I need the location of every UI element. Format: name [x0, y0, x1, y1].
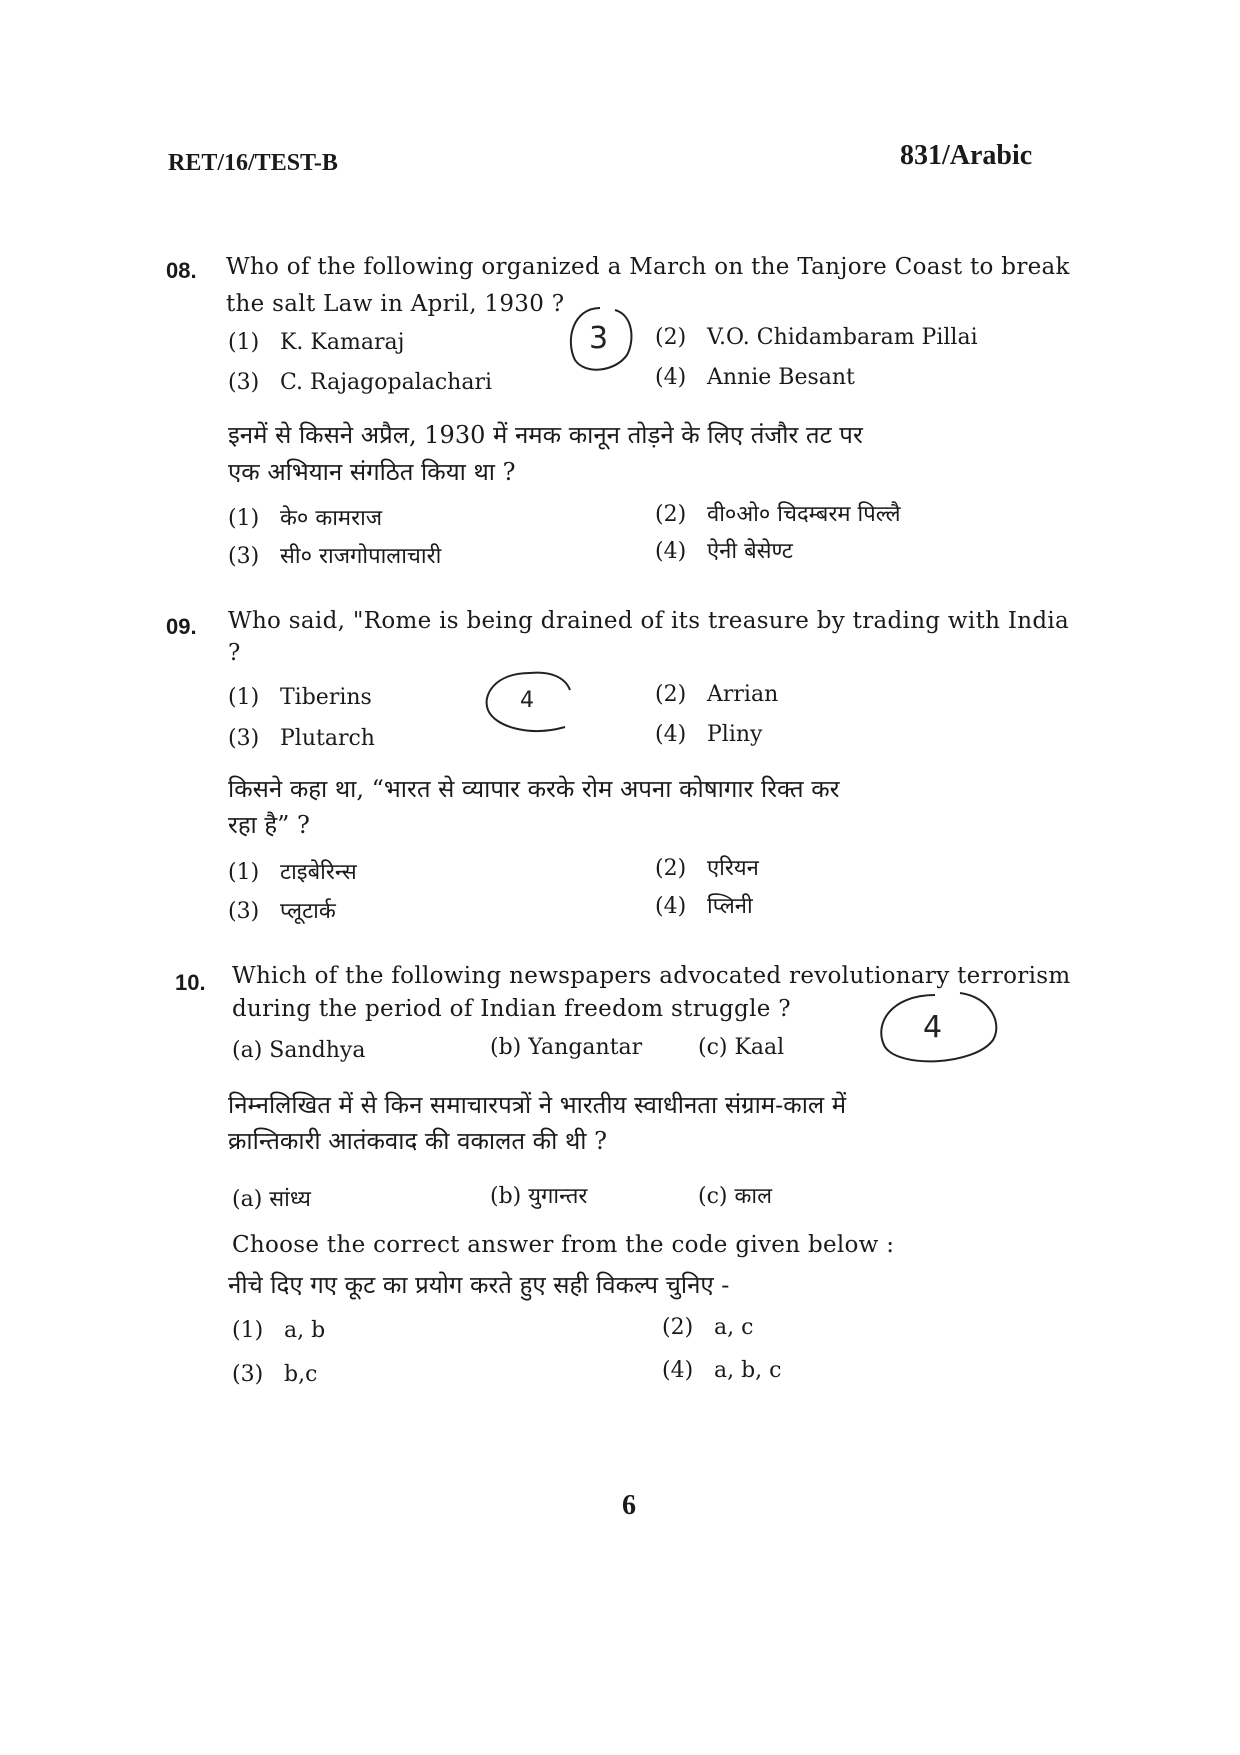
item-en-a: (a) Sandhya: [232, 1038, 366, 1063]
handwritten-answer-mark: [865, 985, 1005, 1075]
question-text-en: Which of the following newspapers advocated revolutionary terrorism: [232, 963, 1071, 989]
option-3: (3) b,c: [232, 1362, 318, 1387]
option-hi-2: (2) वी०ओ० चिदम्बरम पिल्लै: [655, 502, 901, 527]
option-hi-2: (2) एरियन: [655, 856, 759, 881]
svg-text:3: 3: [589, 321, 609, 356]
page-number: 6: [622, 1490, 636, 1521]
question-number: 10.: [175, 970, 206, 995]
header-right: 831/Arabic: [900, 140, 1033, 171]
option-hi-4: (4) ऐनी बेसेण्ट: [655, 539, 793, 564]
question-text-hi-2: रहा है” ?: [228, 811, 310, 839]
question-number: 09.: [166, 614, 197, 639]
option-hi-3: (3) प्लूटार्क: [228, 899, 336, 924]
handwritten-answer-mark: [555, 300, 645, 380]
header-left: RET/16/TEST-B: [168, 150, 338, 176]
option-en-4: (4) Annie Besant: [655, 365, 855, 390]
question-text-hi: किसने कहा था, “भारत से व्यापार करके रोम अपना कोषागार रिक्त कर: [228, 775, 840, 803]
svg-text:4: 4: [520, 688, 534, 713]
option-en-1: (1) Tiberins: [228, 685, 372, 710]
svg-text:4: 4: [923, 1010, 943, 1045]
question-text-hi: इनमें से किसने अप्रैल, 1930 में नमक कानून तोड़ने के लिए तंजौर तट पर: [228, 421, 863, 449]
code-instruction-en: Choose the correct answer from the code given below :: [232, 1232, 895, 1258]
question-text-en-2: ?: [228, 640, 241, 666]
question-text-en: Who of the following organized a March on the Tanjore Coast to break: [226, 254, 1070, 280]
question-text-hi-2: एक अभियान संगठित किया था ?: [228, 458, 516, 486]
item-en-c: (c) Kaal: [698, 1035, 785, 1060]
item-hi-a: (a) सांध्य: [232, 1187, 311, 1212]
item-hi-c: (c) काल: [698, 1184, 772, 1209]
option-en-2: (2) V.O. Chidambaram Pillai: [655, 325, 978, 350]
option-hi-4: (4) प्लिनी: [655, 894, 753, 919]
item-en-b: (b) Yangantar: [490, 1035, 643, 1060]
option-en-2: (2) Arrian: [655, 682, 779, 707]
question-text-en-2: the salt Law in April, 1930 ?: [226, 291, 565, 317]
handwritten-answer-mark: [470, 665, 590, 745]
option-en-3: (3) C. Rajagopalachari: [228, 370, 492, 395]
question-text-en: Who said, "Rome is being drained of its treasure by trading with India: [228, 608, 1070, 634]
option-2: (2) a, c: [662, 1315, 754, 1340]
question-text-hi-2: क्रान्तिकारी आतंकवाद की वकालत की थी ?: [228, 1127, 607, 1155]
code-instruction-hi: नीचे दिए गए कूट का प्रयोग करते हुए सही विकल्प चुनिए -: [228, 1271, 730, 1299]
question-text-en-2: during the period of Indian freedom struggle ?: [232, 996, 791, 1022]
option-4: (4) a, b, c: [662, 1358, 782, 1383]
option-hi-1: (1) के० कामराज: [228, 506, 383, 531]
option-en-3: (3) Plutarch: [228, 726, 375, 751]
option-en-1: (1) K. Kamaraj: [228, 330, 405, 355]
option-1: (1) a, b: [232, 1318, 326, 1343]
item-hi-b: (b) युगान्तर: [490, 1184, 588, 1209]
question-number: 08.: [166, 258, 197, 283]
option-hi-3: (3) सी० राजगोपालाचारी: [228, 544, 442, 569]
option-hi-1: (1) टाइबेरिन्स: [228, 860, 357, 885]
question-text-hi: निम्नलिखित में से किन समाचारपत्रों ने भारतीय स्वाधीनता संग्राम-काल में: [228, 1091, 847, 1119]
option-en-4: (4) Pliny: [655, 722, 763, 747]
